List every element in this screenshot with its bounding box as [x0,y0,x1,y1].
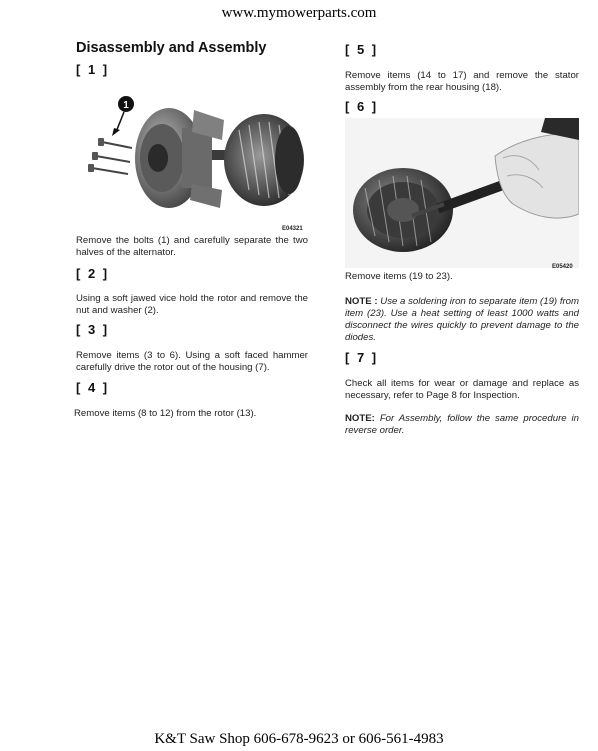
step-7-note [345,413,579,437]
step-6-note [345,296,579,344]
step-3-text: Remove items (3 to 6). Using a soft faced hammer carefully drive the rotor out of the housing (7). [76,350,308,373]
soldering-illustration [345,118,579,268]
step-4-label: [ 4 ] [76,380,110,395]
step-4-text: Remove items (8 to 12) from the rotor (13). [74,408,257,419]
step-5-label: [ 5 ] [345,42,379,57]
step-6-text: Remove items (19 to 23). [345,271,453,282]
step-6-label: [ 6 ] [345,99,379,114]
step-7-note-text: For Assembly, follow the same procedure in reverse order. [345,413,580,436]
callout-number: 1 [123,100,129,111]
step-6-note-label: NOTE : [345,296,378,307]
step-7-note-label: NOTE: [345,413,375,424]
alternator-illustration [74,80,310,228]
step-1-label: [ 1 ] [76,62,110,77]
step-2-label: [ 2 ] [76,266,110,281]
step-3-label: [ 3 ] [76,322,110,337]
step-7-text: Check all items for wear or damage and replace as necessary, refer to Page 8 for Inspection. [345,378,579,401]
step-5-text: Remove items (14 to 17) and remove the stator assembly from the rear housing (18). [345,70,579,93]
page-title: Disassembly and Assembly [76,40,267,56]
step-2-text: Using a soft jawed vice hold the rotor and remove the nut and washer (2). [76,293,308,316]
figure-code-1: E04321 [282,226,303,232]
figure-code-6: E05420 [552,264,573,270]
step-7-label: [ 7 ] [345,350,379,365]
stator-photo [345,118,579,268]
footer-shop-info: K&T Saw Shop 606-678-9623 or 606-561-4983 [154,731,444,747]
alternator-photo [74,80,310,228]
step-6-note-text: Use a soldering iron to separate item (19) from item (23). Use a heat setting of least 1000 watts and disconnect the wires quickly to prevent damage to the diodes. [345,296,580,343]
step-1-text: Remove the bolts (1) and carefully separate the two halves of the alternator. [76,235,308,258]
header-url: www.mymowerparts.com [221,5,377,21]
